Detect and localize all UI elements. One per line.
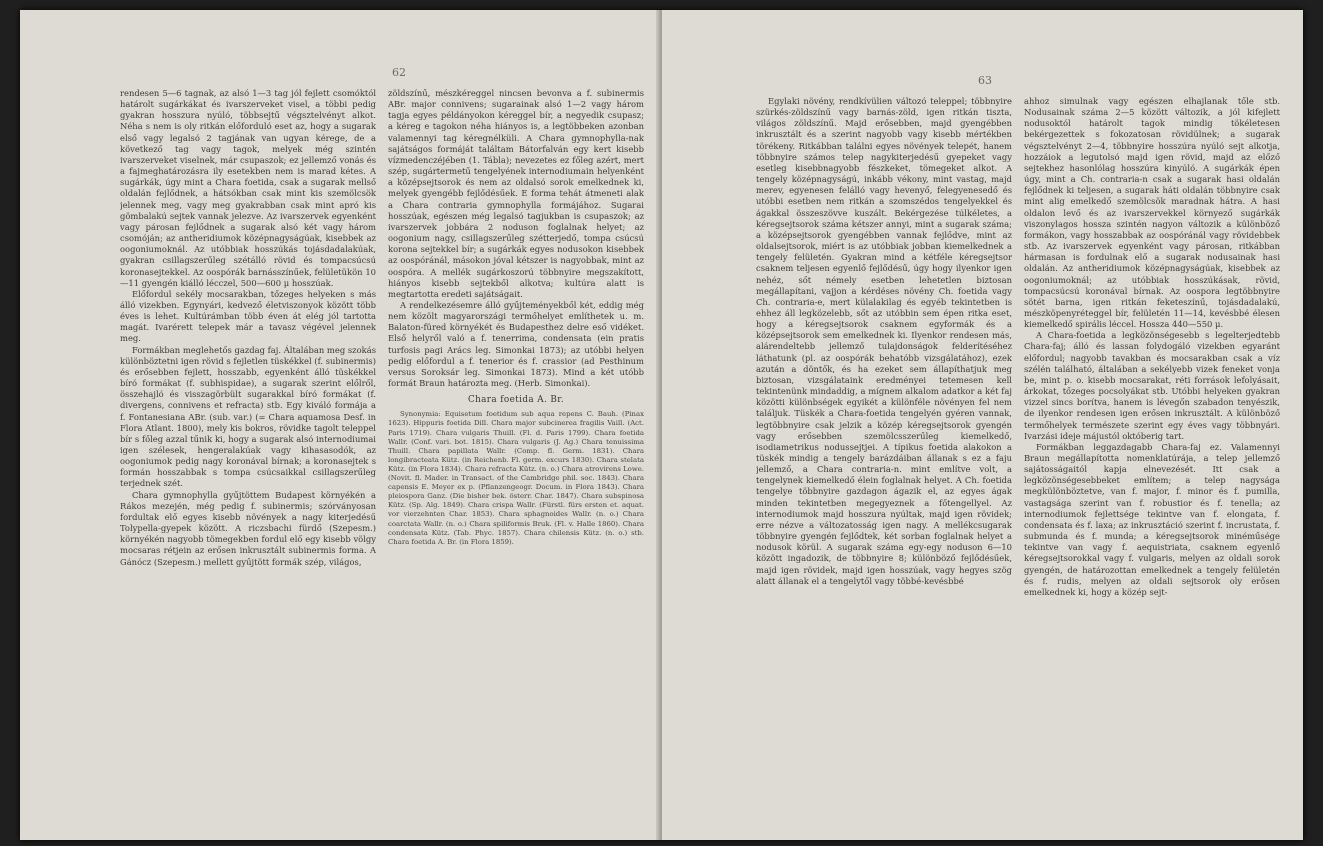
paragraph: Előfordul sekély mocsarakban, tőzeges helyeken s más álló vizekben. Egynyári, kedvező életviszonyok között több éves is lehet. Kultúrámban több éven át elég jól tartotta magát. Ivarérett telepek már a tavasz végével jelennek meg. bbox=[120, 288, 376, 344]
text-column-left bbox=[120, 88, 376, 824]
paragraph: Formákban meglehetős gazdag faj. Általában meg szokás különböztetni igen rövid s fejletlen tüskékkel (f. subinermis) és erősebben fejlett, hosszabb, egyenként álló tüskékkel bíró formákat (f. subhispidae), a sugarak szerint előlről, összehajló és visszagörbült sugarakkal bíró formákat (f. divergens, connivens et refracta) stb. Egy kiváló formája a f. Fontanesiana ABr. (sub. var.) (= Chara aquamosa Desf. in Flora Atlant. 1800), mely kis bokros, rövidke tagolt teleppel bír s főleg azzal tűnik ki, hogy a sugarak alsó internodiumai igen szélesek, hengeralakúak vagy kihasasodók, az oogoniumok pedig nagy koronával bírnak; a koronasejtek s formán hosszabbak s tompa csúcsaikkal csillagszerűleg terjednek szét. bbox=[120, 344, 376, 489]
text-column-left bbox=[756, 96, 1012, 824]
text-column-right bbox=[1024, 96, 1280, 824]
text-column-right bbox=[388, 88, 644, 824]
paragraph: ahhoz simulnak vagy egészen elhajlanak tőle stb. Nodusainak száma 2—5 között változik, a jól kifejlett nodusoktól határolt tagok mindig tökéletesen bekérgezettek s fokozatosan rövidülnek; a sugarak végsztelvényt 2—4, többnyire hosszúra nyúló sejt alkotja, hozzáiok a legutolsó majd igen rövid, majd az előző sejtekhez hasonlólag hosszúra kinyúló. A sugárkák épen úgy, mint a Ch. contraria-n csak a sugarak hasi oldalán fejlődnek ki teljesen, a sugarak háti oldalán többnyire csak mint alig emelkedő szemölcsök maradnak hátra. A hasi oldalon levő és az ivarszervekkel környező sugárkák viszonylagos hossza szintén nagyon változik a különböző formákon, vagy hosszabbak az oospóránál vagy rövidebbek stb. Az ivarszervek egyenként vagy párosan, ritkábban hármasan is fordulnak elő a sugarak nodusainak hasi oldalán. Az antheridiumok középnagyságúak, kisebbek az oogoniumoknál; az utóbbiak hosszúkásak, rövid, tompacsúcsú koronával bírnak. Az oospora legtöbbnyire sötét barna, igen ritkán feketeszínű, tojásdadalakú, mészköpenyréteggel bír, felületén 11—14, kevésbbé élesen kiemelkedő spirális léccel. Hossza 440—550 μ. bbox=[1024, 96, 1280, 330]
paragraph: rendesen 5—6 tagnak, az alsó 1—3 tag jól fejlett csomóktól határolt sugárkákat és ivarszerveket visel, a többi pedig gyakran hosszura nyúló, többsejtű végsztelvényt alkot. Néha s nem is oly ritkán előforduló eset az, hogy a sugarak első vagy legalsó 2 tagjának van ugyan kérege, de a következő tag vagy tagok, melyek még szintén ivarszerveket viselnek, már csupaszok; ez jellemző vonás és a fajmeghatározásra ily esetekben nem is marad kétes. A sugárkák, úgy mint a Chara foetida, csak a sugarak mellső oldalán fejlődnek, a hátsókban csak mint kis szemölcsök jelennek meg, vagy meg gyakrabban csak mint apró kis gömbalakú sejtek vannak jelezve. Az ivarszervek egyenként vagy párosan fejlődnek a sugarak alsó két vagy három csomóján; az antheridiumok középnagyságúak, kisebbek az oogoniumoknál. Az utóbbiak hosszúkás tojásdadalakúak, gyakran csillagszerűleg szétálló rövid és tompacsúcsú koronasejtekkel. Az oospórák barnásszínűek, felületükön 10—11 gyengén kiálló lécczel, 500—600 μ hosszúak. bbox=[120, 88, 376, 288]
left-page bbox=[20, 10, 661, 840]
book-spread bbox=[20, 10, 1303, 840]
page-number: 62 bbox=[392, 66, 406, 79]
paragraph: zöldszínű, mészkéreggel nincsen bevonva a f. subinermis ABr. major connivens; sugarainak alsó 1—2 vagy három tagja egyes példányokon kéreggel bír, a negyedik csupasz; a kéreg e tagokon néha hiányos is, a legtöbbeken azonban valamennyi tag kéregnélküli. A Chara gymnophylla-nak sajátságos formáját találtam Bátorfalván egy kert kisebb vízmedenczéjében (1. Tábla); nevezetes ez főleg azért, mert szép, sugártermetű tengelyének internodiumain helyenként a középsejtsorok és nem az oldalsó sorok emelkednek ki, melyek gyengébb fejlődésűek. E forma tehát átmeneti alak a Chara contraria gymnophylla formájához. Sugarai hosszúak, egészen még legalsó tagjukban is csupaszok; az ivarszervek jobbára 2 noduson foglalnak helyet; az oogonium nagy, csillagszerűleg szétterjedő, tompa csúcsú korona sejtekkel bír; a sugárkák egyes nodusokon kisebbek az oospóránál, másokon jóval kétszer is nagyobbak, mint az oospóra. A mellék sugárkoszorú többnyire megszakított, hiányos kisebb sejtekből alkotva; kultúra alatt is megtartotta eredeti sajátságait. bbox=[388, 88, 644, 299]
paragraph: A rendelkezésemre álló gyűjteményekből két, eddig még nem közölt magyarországi termőhelyet említhetek u. m. Balaton-füred környékét és Budapesthez delre eső vidéket. Első helyről való a f. tenerrima, condensata (ein pratis turfosis pagi Arács leg. Simonkai 1873); az utóbbi helyen pedig előfordul a f. tenerior és f. crassior (ad Pesthinum versus Soroksár leg. Simonkai 1873). Mind a két utóbb formát Braun határozta meg. (Herb. Simonkai). bbox=[388, 299, 644, 389]
synonymy-block: Synonymia: Equisetum foetidum sub aqua repens C. Bauh. (Pinax 1623). Hippuris foetida Dill. Chara major subcinerea fragilis Vaill. (Act. Paris 1719). Chara vulgaris Thuill. (Fl. d. Paris 1799). Chara foetida Wallr. (Conf. vari. bot. 1815). Chara vulgaris (J. Ag.) Chara tenuissima Thuill. Chara papillata Wallr. (Comp. fl. Germ. 1831). Chara longibracteata Kütz. (in Reichenb. Fl. germ. excurs 1830). Chara stelata Kütz. (in Flora 1834). Chara refracta Kütz. (n. o.) Chara atrovirens Lowe. (Novit. fl. Mader. in Transact. of the Cambridge phil. soc. 1843). Chara capensis E. Meyer ex p. (Pflanzengeogr. Docum. in Flora 1843). Chara pleiospora Ganz. (Die bisher bek. österr. Char. 1847). Chara subspinosa Kütz. (Sp. Alg. 1849). Chara crispa Wallr. (Fürstl. fürs ersten et. aquat. vor vierzehnten Char. 1853). Chara sphagnoides Wallr. (n. o.) Chara coarctata Wallr. (n. o.) Chara spiliformis Bruk. (Fl. v. Halle 1860). Chara condensata Kütz. (Tab. Phyc. 1857). Chara chilensis Kütz. (n. o.) stb. Chara foetida A. Br. (in Flora 1859). bbox=[388, 410, 644, 546]
section-heading: Chara foetida A. Br. bbox=[467, 395, 565, 406]
paragraph: A Chara-foetida a legközönségesebb s legelterjedtebb Chara-faj; álló és lassan folydogáló vizekben egyaránt előfordul; nagyobb tavakban és mocsarakban csak a víz szélén található, általában a sekélyebb vizek feneket vonja be, mint p. o. kisebb mocsarakat, réti források lefolyásait, árkokat, tőzeges pocsolyákat stb. Utóbbi helyeken gyakran vizzel sincs borítva, hanem is lévegőn szabadon tenyészik, de ilyenkor rendesen igen erősen inkrusztált. A különböző termőhelyek természete szerint egy éves vagy többnyári. Ivarzási ideje májustól októberig tart. bbox=[1024, 330, 1280, 441]
right-page bbox=[662, 10, 1303, 840]
paragraph: Formákban leggazdagabb Chara-faj ez. Valamennyi Braun megállapította nomenklatúrája, a telep jellemző sajátosságaitól kapja elnevezését. Itt csak a legközönségesebbeket említem; a telep nagysága megkülönböztetve, van f. major, f. minor és f. pumilla, vastagsága szerint van f. robustior és f. tenella; az internodiumok fejlettsége tekintve van f. elongata, f. condensata és f. laxa; az inkrusztáció szerint f. incrustata, f. submunda és f. munda; a kéregsejtsorok minéműsége tekintve van vagy f. aequistriata, csaknem egyenlő kéregsejtsorokkal vagy f. vulgaris, melyen az oldali sorok gyengén, de határozottan emelkednek a tengely felületén és f. rudis, melyen az oldali sejtsorok oly erősen emelkednek ki, hogy a közép sejt- bbox=[1024, 441, 1280, 597]
paragraph: Chara gymnophylla gyűjtöttem Budapest környékén a Rákos mezején, még pedig f. subinermis; szórványosan fordultak elő egyes kisebb növények a nagy kiterjedésű Tolypella-gyepek között. A riczsbachi fürdő (Szepesm.) környékén nagyobb tömegekben fordul elő egy kisebb völgy mocsaras rétjein az erősen inkrusztált subinermis forma. A Gánócz (Szepesm.) mellett gyűjtött formák szép, világos, bbox=[120, 489, 376, 567]
page-number: 63 bbox=[978, 74, 992, 87]
paragraph: Egylaki növény, rendkívülien változó teleppel; többnyire szürkés-zöldszínű vagy barnás-zöld, igen ritkán tiszta, világos zöldszínű. Majd erősebben, majd gyengébben inkrusztált és a szerint nagyobb vagy kisebb mértékben törékeny. Ritkábban találni egyes növények telepét, hanem többnyire számos telep nagykiterjedésű gyepeket vagy esetleg kisebbnagyobb fészkeket, tömegeket alkot. A tengely középnagyságú, inkább vékony, mint vastag, majd merev, egyenesen felálló vagy hevenyő, felegyenesedő és utóbbi esetben nem ritkán a szomszédos tengelyekkel és ágakkal összeszövve kuszált. Bekérgezése túlkéletes, a kéregsejtsorok száma kétszer annyi, mint a sugarak száma; a középsejtsorok gyengébben vannak fejlődve, mint az oldalsejtsorok, miért is az utóbbiak jobban kiemelkednek a tengely felületén. Gyakran mind a kétféle kéregsejtsor csaknem teljesen egyenlő fejlődésű, úgy hogy ilyenkor igen nehéz, sőt némely esetben lehetetlen biztosan megállapítani, vajjon a kérdéses növény Ch. foetida vagy Ch. contraria-e, mert külalakilag és egyéb tekintetben is ehhez áll legközelebb, sőt az utóbbin sem épen ritka eset, hogy a kéregsejtsorok csaknem egyformák és a középsejtsorok sem emelkednek ki. Ilyenkor rendesen más, alárendeltebb jellemző tulajdonságok felderítéséhez láthatunk (pl. az oospórák behatóbb vizsgálatához), ezek azután a döntők, és ha ezeket sem állapíthatjuk meg biztosan, vizsgálataink eredményei tetemesen kell tekintenünk mindaddig, a mígnem alkalom adatkor a két faj közötti különbségek egyikét a különféle növényen fel nem találjuk. Tüskék a Chara-foetida tengelyén gyéren vannak, legtöbbnyire csak jelzik a közép kéregsejtsorok gyengén vagy erősebben szemölcsszerűleg kiemelkedő, isodiametrikus nodussejtjei. A típikus foetida alakokon a tüskék mindig a tengely barázdáiban állanak s ez a faju jellemző, a Chara contraria-n. mint említve volt, a tengelynek kiemelkedő élein foglalnak helyet. A Ch. foetida tengelye többnyire gazdagon ágazik el, az egyes ágak minden tekintetben megegyeznek a főtengellyel. Az internodiumok majd hosszura nyúltak, majd igen rövidek; erre nézve a változatosság igen nagy. A mellékcsugarak többnyire gyengén fejlődtek, két sorban foglalnak helyet a nodusok körül. A sugarak száma egy-egy noduson 6—10 között ingadozik, de többnyire 8; különböző fejlődésűek, majd igen rövidek, majd igen hosszúak, vagy hegyes szög alatt állanak el a tengelytől vagy többé-kevésbbé bbox=[756, 96, 1012, 586]
